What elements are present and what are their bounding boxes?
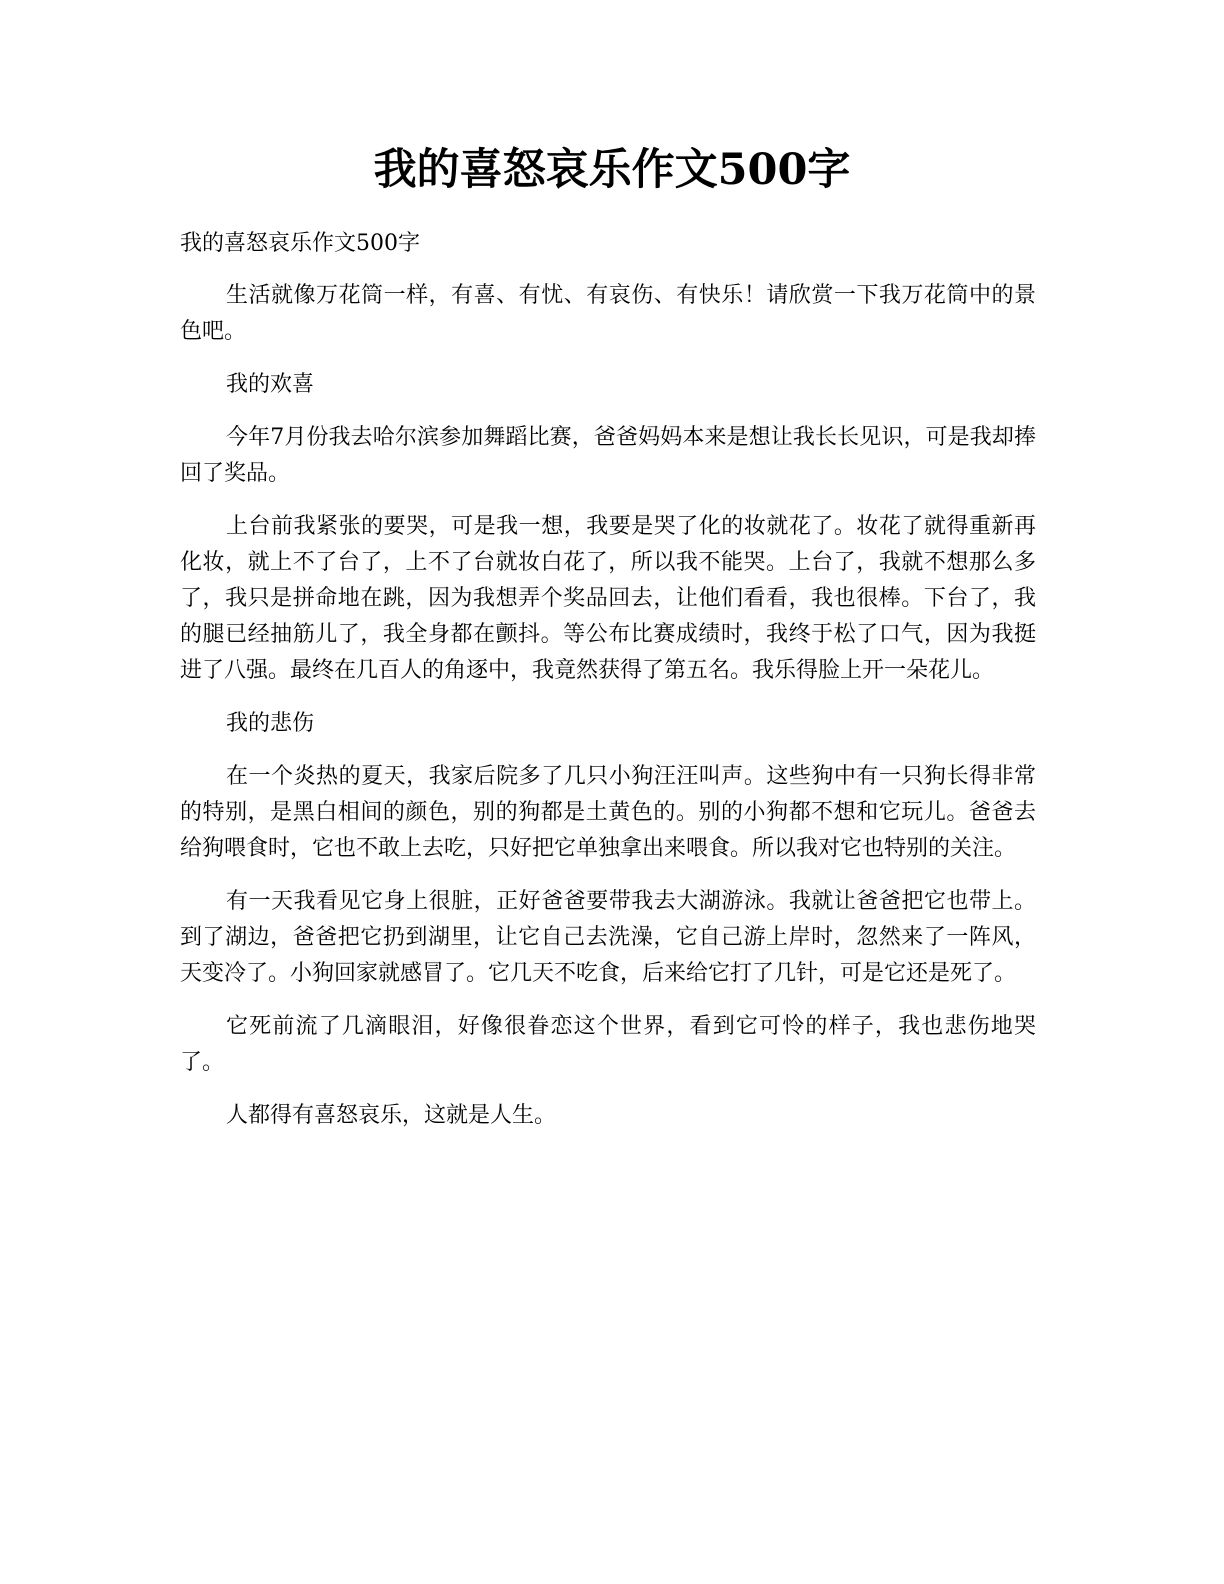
document-body — [180, 226, 1036, 1151]
paragraph-intro: 生活就像万花筒一样，有喜、有忧、有哀伤、有快乐！请欣赏一下我万花筒中的景色吧。 — [180, 283, 1036, 344]
section-heading-sorrow: 我的悲伤 — [226, 711, 315, 736]
paragraph-competition: 今年7月份我去哈尔滨参加舞蹈比赛，爸爸妈妈本来是想让我长长见识，可是我却捧回了奖品。 — [180, 425, 1036, 486]
paragraph-lake: 有一天我看见它身上很脏，正好爸爸要带我去大湖游泳。我就让爸爸把它也带上。到了湖边，爸爸把它扔到湖里，让它自己去洗澡，它自己游上岸时，忽然来了一阵风，天变冷了。小狗回家就感冒了。它几天不吃食，后来给它打了几针，可是它还是死了。 — [180, 889, 1036, 986]
paragraph-tears: 它死前流了几滴眼泪，好像很眷恋这个世界，看到它可怜的样子，我也悲伤地哭了。 — [180, 1014, 1036, 1075]
document-subtitle: 我的喜怒哀乐作文500字 — [180, 231, 420, 256]
document-title: 我的喜怒哀乐作文500字 — [373, 145, 851, 195]
paragraph-on-stage: 上台前我紧张的要哭，可是我一想，我要是哭了化的妆就花了。妆花了就得重新再化妆，就上不了台了，上不了台就妆白花了，所以我不能哭。上台了，我就不想那么多了，我只是拼命地在跳，因为我想弄个奖品回去，让他们看看，我也很棒。下台了，我的腿已经抽筋儿了，我全身都在颤抖。等公布比赛成绩时，我终于松了口气，因为我挺进了八强。最终在几百人的角逐中，我竟然获得了第五名。我乐得脸上开一朵花儿。 — [180, 514, 1036, 683]
paragraph-puppies: 在一个炎热的夏天，我家后院多了几只小狗汪汪叫声。这些狗中有一只狗长得非常的特别，是黑白相间的颜色，别的狗都是土黄色的。别的小狗都不想和它玩儿。爸爸去给狗喂食时，它也不敢上去吃，只好把它单独拿出来喂食。所以我对它也特别的关注。 — [180, 764, 1036, 861]
paragraph-conclusion: 人都得有喜怒哀乐，这就是人生。 — [226, 1103, 557, 1128]
section-heading-joy: 我的欢喜 — [226, 372, 315, 397]
